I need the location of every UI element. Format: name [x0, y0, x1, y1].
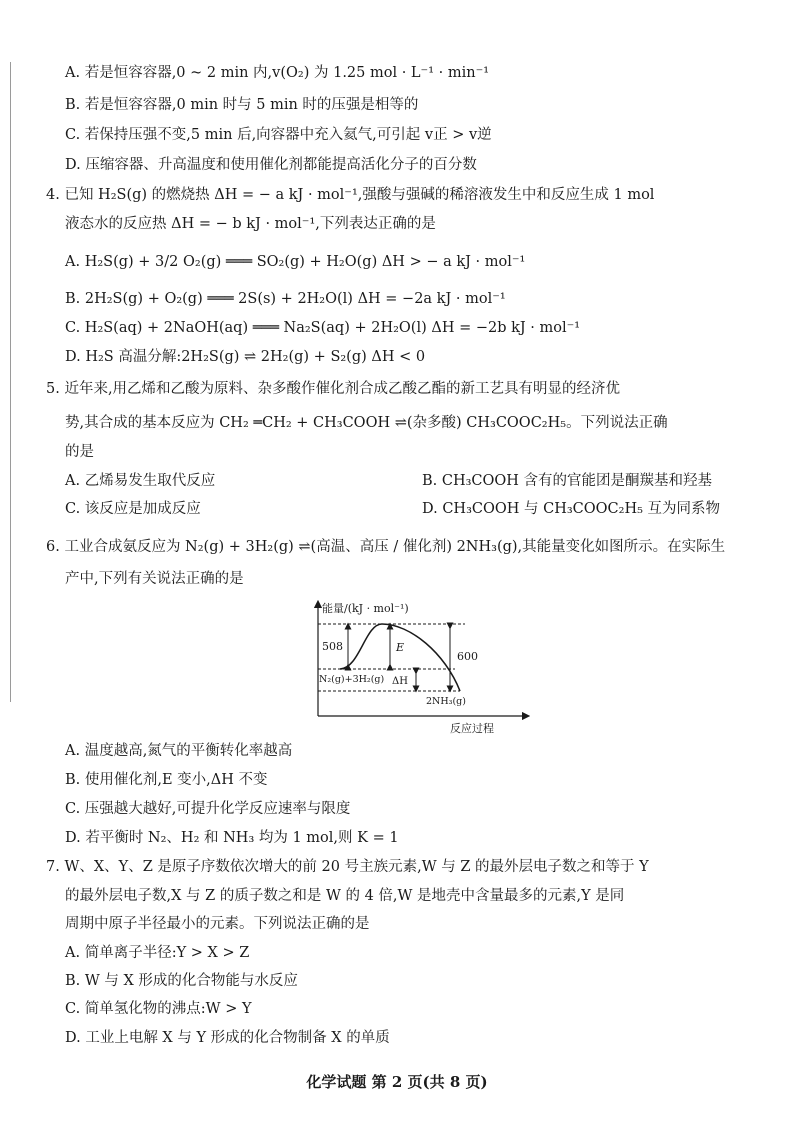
q3-option-a: A. 若是恒容容器,0 ~ 2 min 内,v(O₂) 为 1.25 mol · L⁻¹ · min⁻¹: [65, 65, 490, 81]
q5-option-c: C. 该反应是加成反应: [65, 501, 201, 517]
q6-stem-line1: 6. 工业合成氨反应为 N₂(g) + 3H₂(g) ⇌(高温、高压 / 催化剂) 2NH₃(g),其能量变化如图所示。在实际生: [46, 539, 726, 555]
label-delta-h: ΔH: [392, 676, 408, 687]
q4-stem-line1: 4. 已知 H₂S(g) 的燃烧热 ΔH = − a kJ · mol⁻¹,强酸与强碱的稀溶液发生中和反应生成 1 mol: [46, 187, 655, 203]
q6-option-a: A. 温度越高,氮气的平衡转化率越高: [65, 743, 293, 759]
q6-option-b: B. 使用催化剂,E 变小,ΔH 不变: [65, 772, 268, 788]
page-margin-rule: [10, 62, 11, 702]
q7-option-c: C. 简单氢化物的沸点:W > Y: [65, 1001, 252, 1017]
q4-option-b: B. 2H₂S(g) + O₂(g) ═══ 2S(s) + 2H₂O(l) ΔH = −2a kJ · mol⁻¹: [65, 291, 506, 307]
q3-option-c: C. 若保持压强不变,5 min 后,向容器中充入氦气,可引起 v正 > v逆: [65, 127, 492, 143]
q7-option-b: B. W 与 X 形成的化合物能与水反应: [65, 973, 298, 989]
y-axis-label: 能量/(kJ · mol⁻¹): [322, 602, 409, 615]
q3-option-d: D. 压缩容器、升高温度和使用催化剂都能提高活化分子的百分数: [65, 157, 477, 173]
q4-stem-line2: 液态水的反应热 ΔH = − b kJ · mol⁻¹,下列表达正确的是: [65, 216, 436, 232]
q4-option-c: C. H₂S(aq) + 2NaOH(aq) ═══ Na₂S(aq) + 2H₂O(l) ΔH = −2b kJ · mol⁻¹: [65, 320, 581, 336]
q6-option-d: D. 若平衡时 N₂、H₂ 和 NH₃ 均为 1 mol,则 K = 1: [65, 830, 399, 846]
q6-option-c: C. 压强越大越好,可提升化学反应速率与限度: [65, 801, 351, 817]
q5-stem-line3: 的是: [65, 444, 94, 460]
q7-stem-line1: 7. W、X、Y、Z 是原子序数依次增大的前 20 号主族元素,W 与 Z 的最外层电子数之和等于 Y: [46, 859, 649, 875]
q5-option-a: A. 乙烯易发生取代反应: [65, 473, 216, 489]
label-e: E: [396, 641, 405, 654]
q5-stem-line1: 5. 近年来,用乙烯和乙酸为原料、杂多酸作催化剂合成乙酸乙酯的新工艺具有明显的经济优: [46, 381, 621, 397]
label-reactants: N₂(g)+3H₂(g): [319, 674, 385, 685]
energy-diagram: [300, 598, 530, 736]
q6-stem-line2: 产中,下列有关说法正确的是: [65, 571, 244, 587]
q5-stem-line2: 势,其合成的基本反应为 CH₂ ═CH₂ + CH₃COOH ⇌(杂多酸) CH₃COOC₂H₅。下列说法正确: [65, 415, 668, 431]
q5-option-d: D. CH₃COOH 与 CH₃COOC₂H₅ 互为同系物: [422, 501, 721, 517]
page-footer: 化学试题 第 2 页(共 8 页): [306, 1073, 488, 1091]
q7-stem-line3: 周期中原子半径最小的元素。下列说法正确的是: [65, 916, 370, 932]
x-axis-label: 反应过程: [450, 722, 494, 735]
q7-option-a: A. 简单离子半径:Y > X > Z: [65, 945, 250, 961]
q3-option-b: B. 若是恒容容器,0 min 时与 5 min 时的压强是相等的: [65, 97, 419, 113]
label-508: 508: [322, 640, 343, 653]
q4-option-d: D. H₂S 高温分解:2H₂S(g) ⇌ 2H₂(g) + S₂(g) ΔH < 0: [65, 349, 426, 365]
q5-option-b: B. CH₃COOH 含有的官能团是酮羰基和羟基: [422, 473, 713, 489]
q7-stem-line2: 的最外层电子数,X 与 Z 的质子数之和是 W 的 4 倍,W 是地壳中含量最多的元素,Y 是同: [65, 888, 625, 904]
label-product: 2NH₃(g): [426, 696, 466, 707]
q4-option-a: A. H₂S(g) + 3/2 O₂(g) ═══ SO₂(g) + H₂O(g) ΔH > − a kJ · mol⁻¹: [65, 254, 526, 270]
q7-option-d: D. 工业上电解 X 与 Y 形成的化合物制备 X 的单质: [65, 1030, 390, 1046]
label-600: 600: [457, 650, 478, 663]
